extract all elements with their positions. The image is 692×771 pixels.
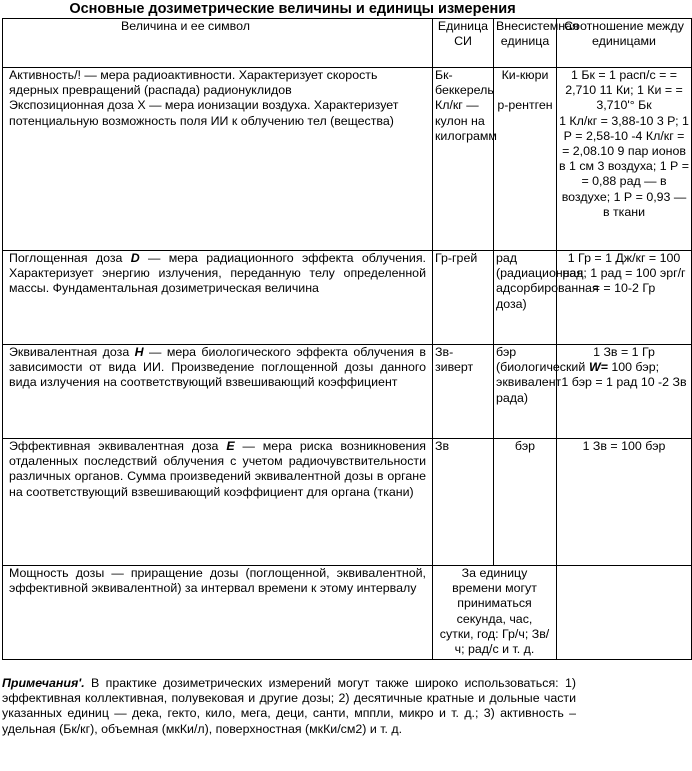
table-header-row: [3, 19, 692, 68]
quantity-absorbed-dose: [3, 251, 433, 345]
quantity-text: — мера риска возникновения отдаленных последствий облучения с учетом радиочувствительности различных органов. Сумма произведений эквивалентной дозы в органе на соответствующий взвешивающий коэффициент для органа (ткани): [9, 439, 426, 499]
relation-text: 100 бэр;: [607, 360, 660, 375]
quantity-text: — мера биологического эффекта облучения в зависимости от вида ИИ. Произведение поглощенной дозы данного вида излучения на соответствующий взвешивающий коэффициент: [9, 345, 426, 390]
relation-absorbed-dose: 1 Гр = 1 Дж/кг = 100 рад; 1 рад = 100 эрг/г = = 10-2 Гр: [557, 251, 692, 345]
page-title: Основные дозиметрические величины и единицы измерения: [69, 1, 516, 17]
si-unit-becquerel: Бк-беккерель: [435, 68, 494, 98]
si-unit-gray: Гр-грей: [433, 251, 494, 345]
table-row-activity-exposure: [3, 68, 692, 251]
si-unit-cell: [433, 68, 497, 251]
relation-effective-dose: 1 Зв = 100 бэр: [557, 439, 692, 566]
si-unit-coulomb-per-kg: Кл/кг — кулон на килограмм: [435, 98, 497, 143]
header-off-system-unit: Внесистемная единица: [494, 19, 557, 68]
dosimetry-table: [2, 18, 692, 660]
footnote-text: В практике дозиметрических измерений могут также широко использоваться: 1) эффективная коллективная, полувековая и другие дозы; 2) десятичные кратные и дольные части указанных единиц — дека, гекто, кило, мега, деци, санти, мппли, микро и т. д.; 3) активность – удельная (Бк/кг), объемная (мкКи/л), поверхностная (мкКи/см2) и т. д.: [2, 676, 576, 736]
relation-exposure: 1 Кл/кг = 3,88-10 3 Р; 1 Р = 2,58-10 -4 Кл/кг = = 2,08.10 9 пар ионов в 1 см 3 воздуха; 1 Р = = 0,88 рад — в воздухе; 1 Р = 0,93 — в ткани: [559, 113, 689, 219]
quantity-equivalent-dose: [3, 345, 433, 439]
dose-rate-units: За единицу времени могут приниматься секунда, час, сутки, год: Гр/ч; Зв/ч; рад/с и т. д.: [433, 566, 557, 660]
footnote: [2, 676, 576, 737]
header-relation: Соотношение между единицами: [557, 19, 692, 68]
off-unit-rem: бэр (биологический эквивалент рада): [494, 345, 557, 439]
relation-activity: 1 Бк = 1 расп/с = = 2,710 11 Ки; 1 Ки = = 3,710'° Бк: [565, 68, 683, 113]
table-row-effective-dose: [3, 439, 692, 566]
quantity-symbol: H: [134, 345, 144, 359]
weight-factor-symbol: W=: [588, 360, 608, 375]
table-row-dose-rate: [3, 566, 692, 660]
quantity-symbol: D: [130, 251, 140, 265]
table-row-absorbed-dose: [3, 251, 692, 345]
table-row-equivalent-dose: [3, 345, 692, 439]
off-system-unit-cell: [494, 68, 557, 251]
off-unit-rem: бэр: [494, 439, 557, 566]
header-si-unit: Единица СИ: [433, 19, 494, 68]
quantity-text: Эффективная эквивалентная доза: [9, 439, 227, 453]
footnote-label: Примечания'.: [2, 676, 85, 690]
quantity-text: Эквивалентная доза: [9, 345, 135, 359]
si-unit-sievert: Зв-зиверт: [433, 345, 494, 439]
quantity-text: Поглощенная доза: [9, 251, 131, 265]
quantity-activity: Активность/! — мера радиоактивности. Характеризует скорость ядерных превращений (распада) радионуклидов: [9, 68, 378, 98]
quantity-text: — мера радиационного эффекта облучения. Характеризует энергию излучения, переданную телу определенной массы. Фундаментальная дозиметрическая величина: [9, 251, 427, 296]
quantity-exposure-dose: Экспозиционная доза X — мера ионизации воздуха. Характеризует потенциальную возможность поля ИИ к облучению тел (вещества): [9, 98, 399, 128]
off-unit-curie: Ки-кюри: [501, 68, 549, 82]
off-unit-rad: рад (радиационная адсорбированная доза): [494, 251, 557, 345]
quantity-symbol: E: [226, 439, 235, 453]
si-unit-sievert: Зв: [433, 439, 494, 566]
quantity-effective-dose: [3, 439, 433, 566]
relation-equivalent-dose: [557, 345, 692, 439]
relation-line: 1 бэр = 1 рад 10 -2 Зв: [561, 375, 687, 390]
relation-line: 1 Зв = 1 Гр: [593, 345, 655, 359]
quantity-dose-rate: Мощность дозы — приращение дозы (поглощенной, эквивалентной, эффективной эквивалентной) за интервал времени к этому интервалу: [3, 566, 433, 660]
relation-cell: [557, 68, 692, 251]
header-quantity: Величина и ее символ: [3, 19, 433, 68]
relation-empty: [557, 566, 692, 660]
quantity-cell: [3, 68, 433, 251]
off-unit-roentgen: р-рентген: [497, 98, 553, 113]
